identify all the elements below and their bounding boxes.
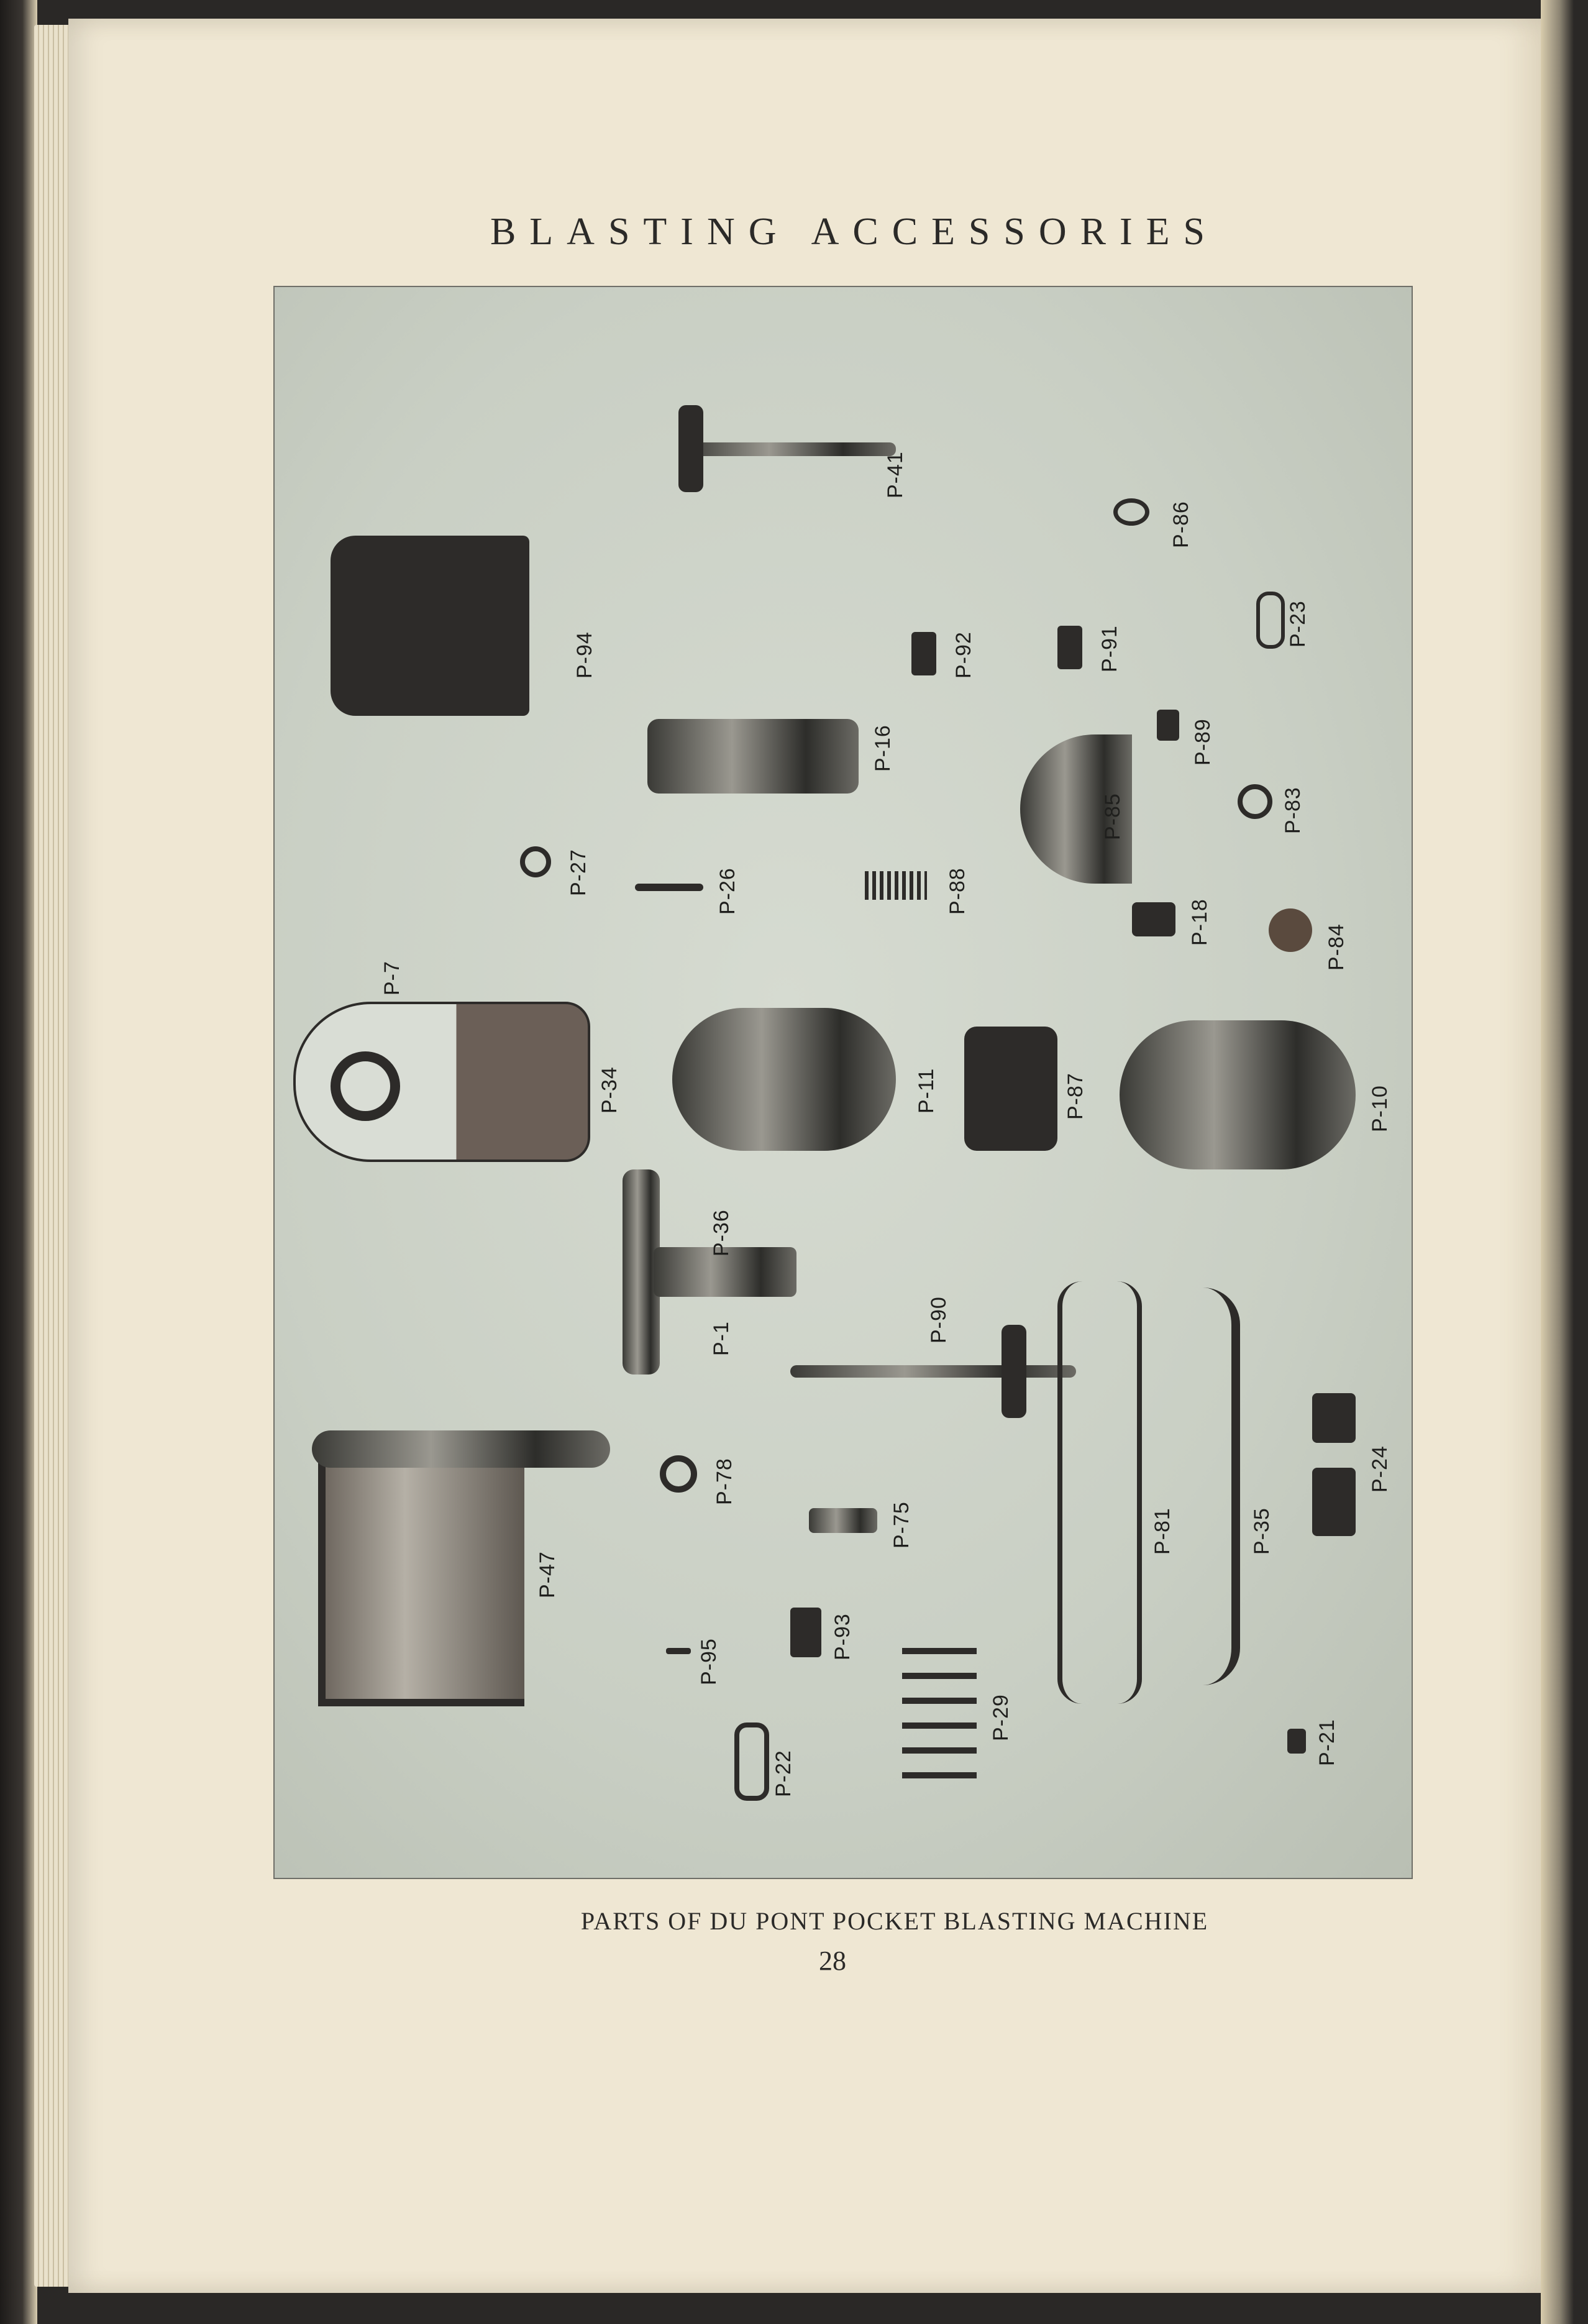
label-p29: P-29 xyxy=(989,1694,1013,1741)
label-p78: P-78 xyxy=(713,1458,736,1505)
page-number: 28 xyxy=(819,1946,846,1976)
part-p21-screws xyxy=(1287,1729,1306,1754)
part-p27-washer xyxy=(520,846,551,877)
label-p92: P-92 xyxy=(952,631,975,679)
label-p16: P-16 xyxy=(871,725,895,772)
label-p24: P-24 xyxy=(1368,1445,1392,1493)
part-p89 xyxy=(1157,710,1179,741)
label-p21: P-21 xyxy=(1315,1719,1339,1766)
running-head: BLASTING ACCESSORIES xyxy=(490,211,1219,253)
part-p86-ring xyxy=(1113,498,1149,526)
label-p84: P-84 xyxy=(1325,923,1348,971)
part-p83-washer xyxy=(1238,784,1272,819)
part-p94-block xyxy=(331,536,529,716)
label-p34: P-34 xyxy=(598,1066,621,1114)
label-p22: P-22 xyxy=(772,1750,795,1797)
label-p83: P-83 xyxy=(1281,787,1305,834)
part-p24-brush-b xyxy=(1312,1468,1356,1536)
label-p90: P-90 xyxy=(927,1296,951,1343)
part-p24-brush-a xyxy=(1312,1393,1356,1443)
label-p91: P-91 xyxy=(1098,625,1121,672)
label-p89: P-89 xyxy=(1191,718,1215,766)
label-p26: P-26 xyxy=(716,867,739,915)
part-p35-bar xyxy=(1175,1288,1240,1685)
label-p27: P-27 xyxy=(567,849,590,896)
label-p23: P-23 xyxy=(1286,600,1310,647)
label-p75: P-75 xyxy=(890,1501,913,1549)
part-p78-nut xyxy=(660,1455,697,1493)
part-p90-shaft xyxy=(790,1365,1076,1378)
parts-photograph xyxy=(273,286,1413,1879)
part-p90-gear xyxy=(1002,1325,1026,1418)
part-p81-lever xyxy=(1057,1281,1142,1704)
part-p18-pinion xyxy=(1132,902,1175,936)
label-p36: P-36 xyxy=(710,1209,733,1256)
label-p95: P-95 xyxy=(697,1638,721,1685)
part-p16-armature xyxy=(647,719,859,794)
label-p87: P-87 xyxy=(1064,1073,1087,1120)
label-p81: P-81 xyxy=(1151,1507,1174,1555)
part-p29-screws xyxy=(902,1642,977,1778)
label-p1: P-1 xyxy=(710,1321,733,1356)
part-p10-plate xyxy=(1120,1020,1356,1169)
label-p85: P-85 xyxy=(1101,793,1125,840)
label-p88: P-88 xyxy=(946,867,969,915)
part-p84-disc xyxy=(1269,908,1312,952)
part-p11-plate xyxy=(672,1008,896,1151)
part-p92-screws xyxy=(911,632,936,675)
label-p86: P-86 xyxy=(1169,501,1193,548)
label-p47: P-47 xyxy=(536,1551,559,1598)
part-p75-bushing xyxy=(809,1508,877,1533)
label-p93: P-93 xyxy=(831,1613,854,1660)
part-p41-gear xyxy=(678,405,703,492)
part-p47-frame xyxy=(318,1437,524,1706)
part-p95-screw xyxy=(666,1648,691,1654)
part-p23-washers xyxy=(1256,592,1285,649)
book-spine xyxy=(0,0,37,2324)
label-p11: P-11 xyxy=(915,1068,938,1114)
right-page-edge xyxy=(1541,0,1588,2324)
label-p94: P-94 xyxy=(573,631,596,679)
label-p18: P-18 xyxy=(1188,899,1212,946)
part-p26-pin xyxy=(635,884,703,891)
label-p10: P-10 xyxy=(1368,1085,1392,1132)
part-p7-bushing xyxy=(331,1051,400,1121)
figure-caption: PARTS OF DU PONT POCKET BLASTING MACHINE xyxy=(580,1907,1209,1935)
part-p41-shaft xyxy=(685,442,896,456)
label-p41: P-41 xyxy=(883,451,907,498)
label-p35: P-35 xyxy=(1250,1507,1274,1555)
label-p7: P-7 xyxy=(380,961,404,995)
part-p47-plate xyxy=(312,1430,610,1468)
part-p87-clip xyxy=(964,1027,1057,1151)
part-p91-screws xyxy=(1057,626,1082,669)
part-p22-nuts xyxy=(734,1722,769,1801)
part-p88-spring xyxy=(865,871,927,900)
part-p93-screws xyxy=(790,1608,821,1657)
